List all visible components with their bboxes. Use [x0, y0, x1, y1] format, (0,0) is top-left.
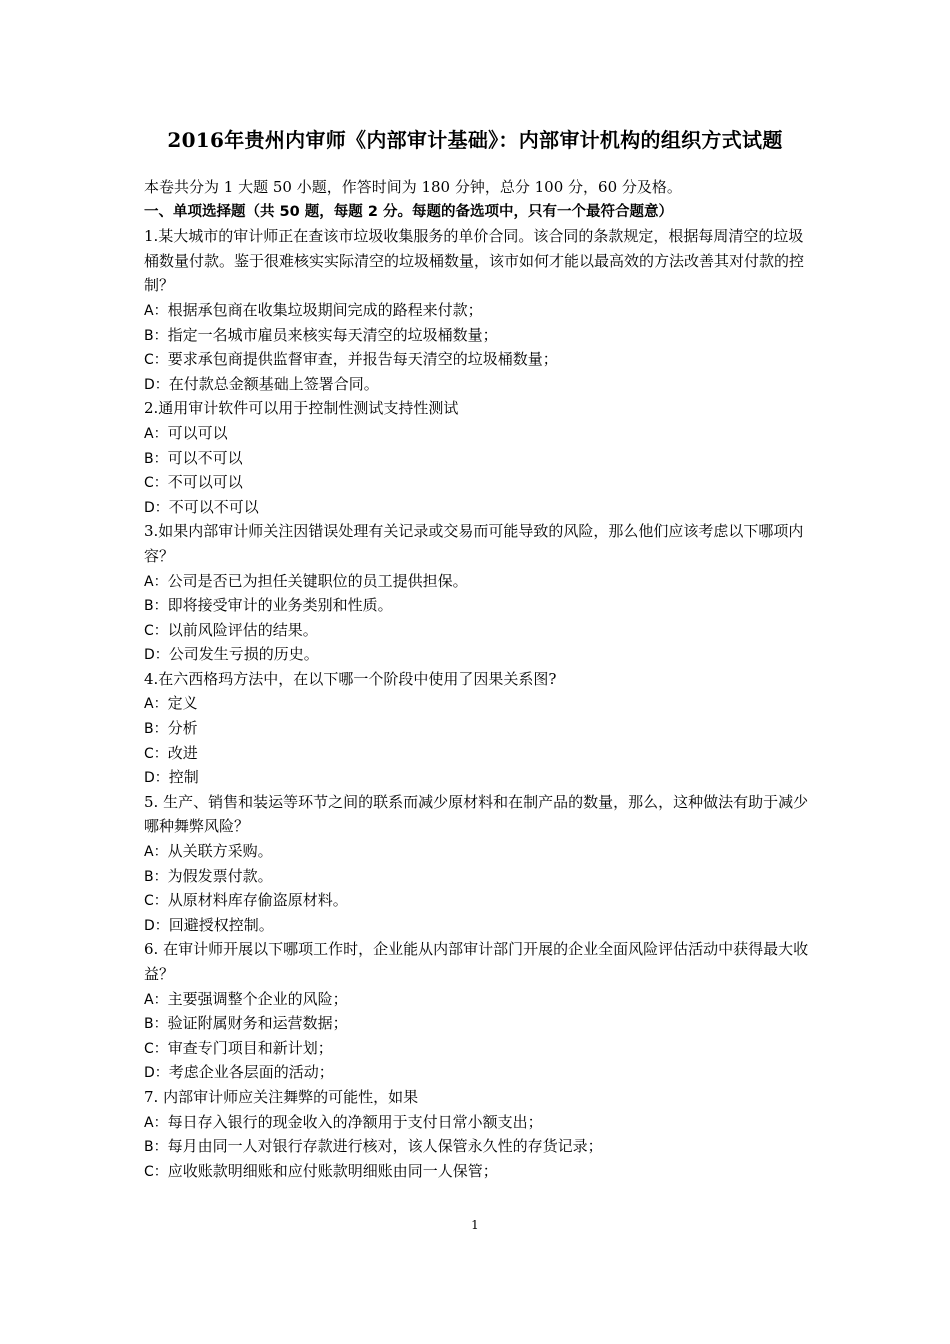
option-letter: C：	[144, 352, 168, 369]
answer-option	[144, 618, 814, 643]
option-text: 每月由同一人对银行存款进行核对，该人保管永久性的存货记录；	[167, 1137, 603, 1156]
question-block	[144, 667, 814, 790]
answer-option	[144, 421, 814, 446]
answer-option	[144, 691, 814, 716]
option-letter: A：	[144, 425, 168, 442]
option-letter: C：	[144, 745, 168, 762]
option-letter: B：	[144, 598, 168, 615]
option-letter: D：	[144, 770, 169, 787]
option-text: 根据承包商在收集垃圾期间完成的路程来付款；	[167, 300, 483, 319]
option-text: 要求承包商提供监督审查，并报告每天清空的垃圾桶数量；	[167, 350, 558, 369]
option-letter: D：	[144, 1065, 169, 1082]
answer-option	[144, 839, 814, 864]
exam-intro: 本卷共分为 1 大题 50 小题，作答时间为 180 分钟，总分 100 分，60 分及格。	[144, 178, 682, 196]
option-letter: B：	[144, 1139, 168, 1156]
answer-option	[144, 765, 814, 790]
option-letter: C：	[144, 893, 168, 910]
option-letter: C：	[144, 475, 168, 492]
option-letter: A：	[144, 1114, 168, 1131]
question-block	[144, 396, 814, 519]
option-letter: A：	[144, 696, 168, 713]
option-text: 审查专门项目和新计划；	[167, 1038, 333, 1057]
document-title: 2016年贵州内审师《内部审计基础》：内部审计机构的组织方式试题	[167, 128, 783, 152]
section-title: 一、单项选择题（共 50 题，每题 2 分。每题的备选项中，只有一个最符合题意）	[144, 203, 673, 220]
answer-option	[144, 913, 814, 938]
option-letter: C：	[144, 622, 168, 639]
answer-option	[144, 569, 814, 594]
option-letter: A：	[144, 302, 168, 319]
answer-option	[144, 642, 814, 667]
question-block	[144, 937, 814, 1085]
option-letter: B：	[144, 450, 168, 467]
answer-option	[144, 470, 814, 495]
option-letter: A：	[144, 844, 168, 861]
option-text: 考虑企业各层面的活动；	[168, 1063, 334, 1082]
option-text: 在付款总金额基础上签署合同。	[168, 374, 379, 393]
option-letter: D：	[144, 917, 169, 934]
answer-option	[144, 298, 814, 323]
option-text: 验证附属财务和运营数据；	[167, 1014, 348, 1033]
question-list	[144, 224, 814, 1183]
question-text: 4.在六西格玛方法中，在以下哪一个阶段中使用了因果关系图?	[144, 669, 557, 688]
answer-option	[144, 888, 814, 913]
question-block	[144, 790, 814, 938]
option-text: 控制	[168, 768, 199, 787]
option-text: 即将接受审计的业务类别和性质。	[167, 596, 393, 615]
option-text: 不可以可以	[167, 473, 243, 492]
answer-option	[144, 446, 814, 471]
question-text: 5. 生产、销售和装运等环节之间的联系而减少原材料和在制产品的数量，那么，这种做法有助于减少哪种舞弊风险？	[144, 792, 809, 836]
answer-option	[144, 1110, 814, 1135]
option-text: 可以不可以	[167, 448, 243, 467]
question-block	[144, 224, 814, 396]
answer-option	[144, 716, 814, 741]
answer-option	[144, 593, 814, 618]
option-text: 从原材料库存偷盗原材料。	[167, 891, 348, 910]
option-text: 不可以不可以	[168, 497, 259, 516]
question-text: 1.某大城市的审计师正在查该市垃圾收集服务的单价合同。该合同的条款规定，根据每周清空的垃圾桶数量付款。鉴于很难核实实际清空的垃圾桶数量，该市如何才能以最高效的方法改善其对付款的控制？	[144, 227, 805, 295]
option-text: 指定一名城市雇员来核实每天清空的垃圾桶数量；	[167, 325, 498, 344]
option-letter: D：	[144, 376, 169, 393]
option-text: 可以可以	[167, 423, 228, 442]
question-text: 7. 内部审计师应关注舞弊的可能性，如果	[144, 1087, 419, 1106]
option-text: 从关联方采购。	[167, 842, 273, 861]
option-letter: A：	[144, 573, 168, 590]
option-text: 为假发票付款。	[167, 866, 273, 885]
question-text: 6. 在审计师开展以下哪项工作时，企业能从内部审计部门开展的企业全面风险评估活动中获得最大收益？	[144, 940, 809, 983]
option-letter: D：	[144, 499, 169, 516]
answer-option	[144, 1011, 814, 1036]
option-letter: B：	[144, 327, 168, 344]
question-text: 2.通用审计软件可以用于控制性测试支持性测试	[144, 399, 459, 418]
option-letter: C：	[144, 1163, 168, 1180]
option-text: 分析	[167, 719, 198, 738]
option-letter: B：	[144, 868, 168, 885]
option-text: 以前风险评估的结果。	[167, 620, 318, 639]
option-letter: B：	[144, 1016, 168, 1033]
option-text: 每日存入银行的现金收入的净额用于支付日常小额支出；	[167, 1112, 543, 1131]
answer-option	[144, 864, 814, 889]
answer-option	[144, 495, 814, 520]
option-text: 定义	[167, 694, 198, 713]
answer-option	[144, 347, 814, 372]
option-text: 公司发生亏损的历史。	[168, 645, 319, 664]
answer-option	[144, 741, 814, 766]
option-text: 应收账款明细账和应付账款明细账由同一人保管；	[167, 1161, 498, 1180]
option-text: 回避授权控制。	[168, 915, 274, 934]
answer-option	[144, 1159, 814, 1184]
answer-option	[144, 1134, 814, 1159]
option-letter: D：	[144, 647, 169, 664]
answer-option	[144, 1060, 814, 1085]
answer-option	[144, 323, 814, 348]
answer-option	[144, 987, 814, 1012]
answer-option	[144, 1036, 814, 1061]
document-body	[144, 175, 814, 1183]
option-text: 主要强调整个企业的风险；	[167, 989, 348, 1008]
option-letter: B：	[144, 721, 168, 738]
question-block	[144, 1085, 814, 1183]
question-text: 3.如果内部审计师关注因错误处理有关记录或交易而可能导致的风险，那么他们应该考虑以下哪项内容？	[144, 522, 804, 565]
option-letter: C：	[144, 1040, 168, 1057]
option-letter: A：	[144, 991, 168, 1008]
option-text: 改进	[167, 743, 198, 762]
question-block	[144, 519, 814, 667]
page-number: 1	[471, 1218, 479, 1232]
option-text: 公司是否已为担任关键职位的员工提供担保。	[167, 571, 468, 590]
answer-option	[144, 372, 814, 397]
